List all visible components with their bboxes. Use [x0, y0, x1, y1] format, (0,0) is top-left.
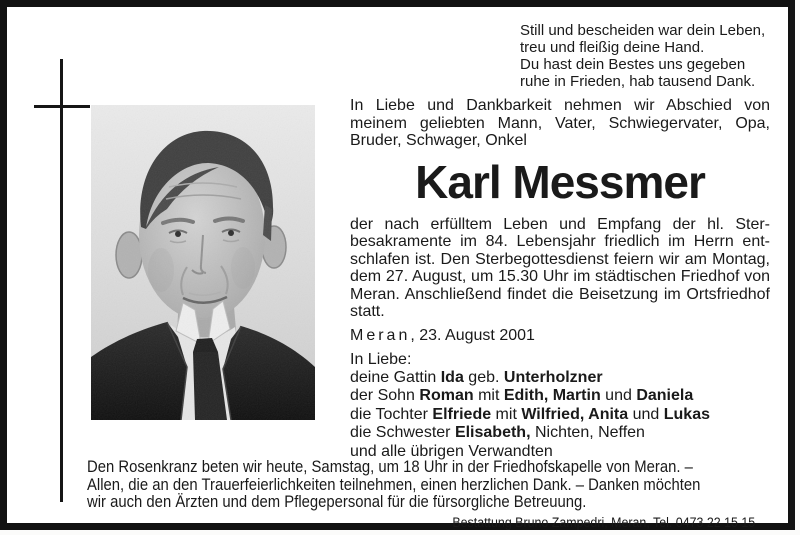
announcement-column — [350, 97, 770, 461]
poem-verse — [520, 23, 765, 91]
date-text: , 23. August 2001 — [410, 326, 535, 344]
portrait-svg — [91, 105, 315, 420]
undertaker-credit: Bestattung Bruno Zampedri, Meran, Tel. 0473 22 15 15 — [452, 515, 755, 530]
family-line: deine Gattin Ida geb. Unterholzner — [350, 368, 603, 386]
poem-line: Du hast dein Bestes uns gegeben — [520, 55, 746, 73]
rosary-line: Allen, die an den Trauerfeierlichkeiten teilnehmen, einen herzlichen Dank. – Danken möchten — [87, 475, 701, 494]
memorial-cross-icon — [34, 105, 90, 108]
rosary-line: wir auch den Ärzten und dem Pflegepersonal für die fürsorgliche Betreuung. — [87, 493, 587, 512]
portrait-photo — [91, 105, 315, 420]
closing-salutation: In Liebe: — [350, 351, 412, 368]
family-list — [350, 369, 770, 462]
poem-line: Still und bescheiden war dein Leben, — [520, 22, 766, 39]
family-line: der Sohn Roman mit Edith, Martin und Daniela — [350, 387, 694, 404]
family-line: und alle übrigen Verwandten — [350, 442, 553, 460]
announcement-body: der nach erfülltem Leben und Empfang der hl. Sterbesakramente im 84. Lebensjahr friedlich im Herrn entschlafen ist. Den Sterbegottesdienst feiern wir am Montag, dem 27. August, um 15.30 Uhr im städtischen Friedhof von Meran. Anschließend findet die Beisetzung im Ortsfriedhof statt. — [350, 215, 770, 320]
memorial-cross-icon — [60, 59, 63, 502]
rosary-line: Den Rosenkranz beten wir heute, Samstag, um 18 Uhr in der Friedhofskapelle von Meran. – — [87, 458, 693, 476]
rosary-notice — [87, 459, 700, 512]
deceased-name: Karl Messmer — [415, 155, 705, 208]
poem-line: treu und fleißig deine Hand. — [520, 38, 705, 56]
family-line: die Tochter Elfriede mit Wilfried, Anita und Lukas — [350, 405, 710, 423]
announcement-intro: In Liebe und Dankbarkeit nehmen wir Abschied von meinem geliebten Mann, Vater, Schwiegervater, Opa, Bruder, Schwager, Onkel — [350, 97, 770, 149]
place-name: Meran — [350, 326, 411, 344]
poem-line: ruhe in Frieden, hab tausend Dank. — [520, 72, 756, 90]
place-date-line — [350, 327, 770, 345]
family-line: die Schwester Elisabeth, Nichten, Neffen — [350, 424, 645, 441]
